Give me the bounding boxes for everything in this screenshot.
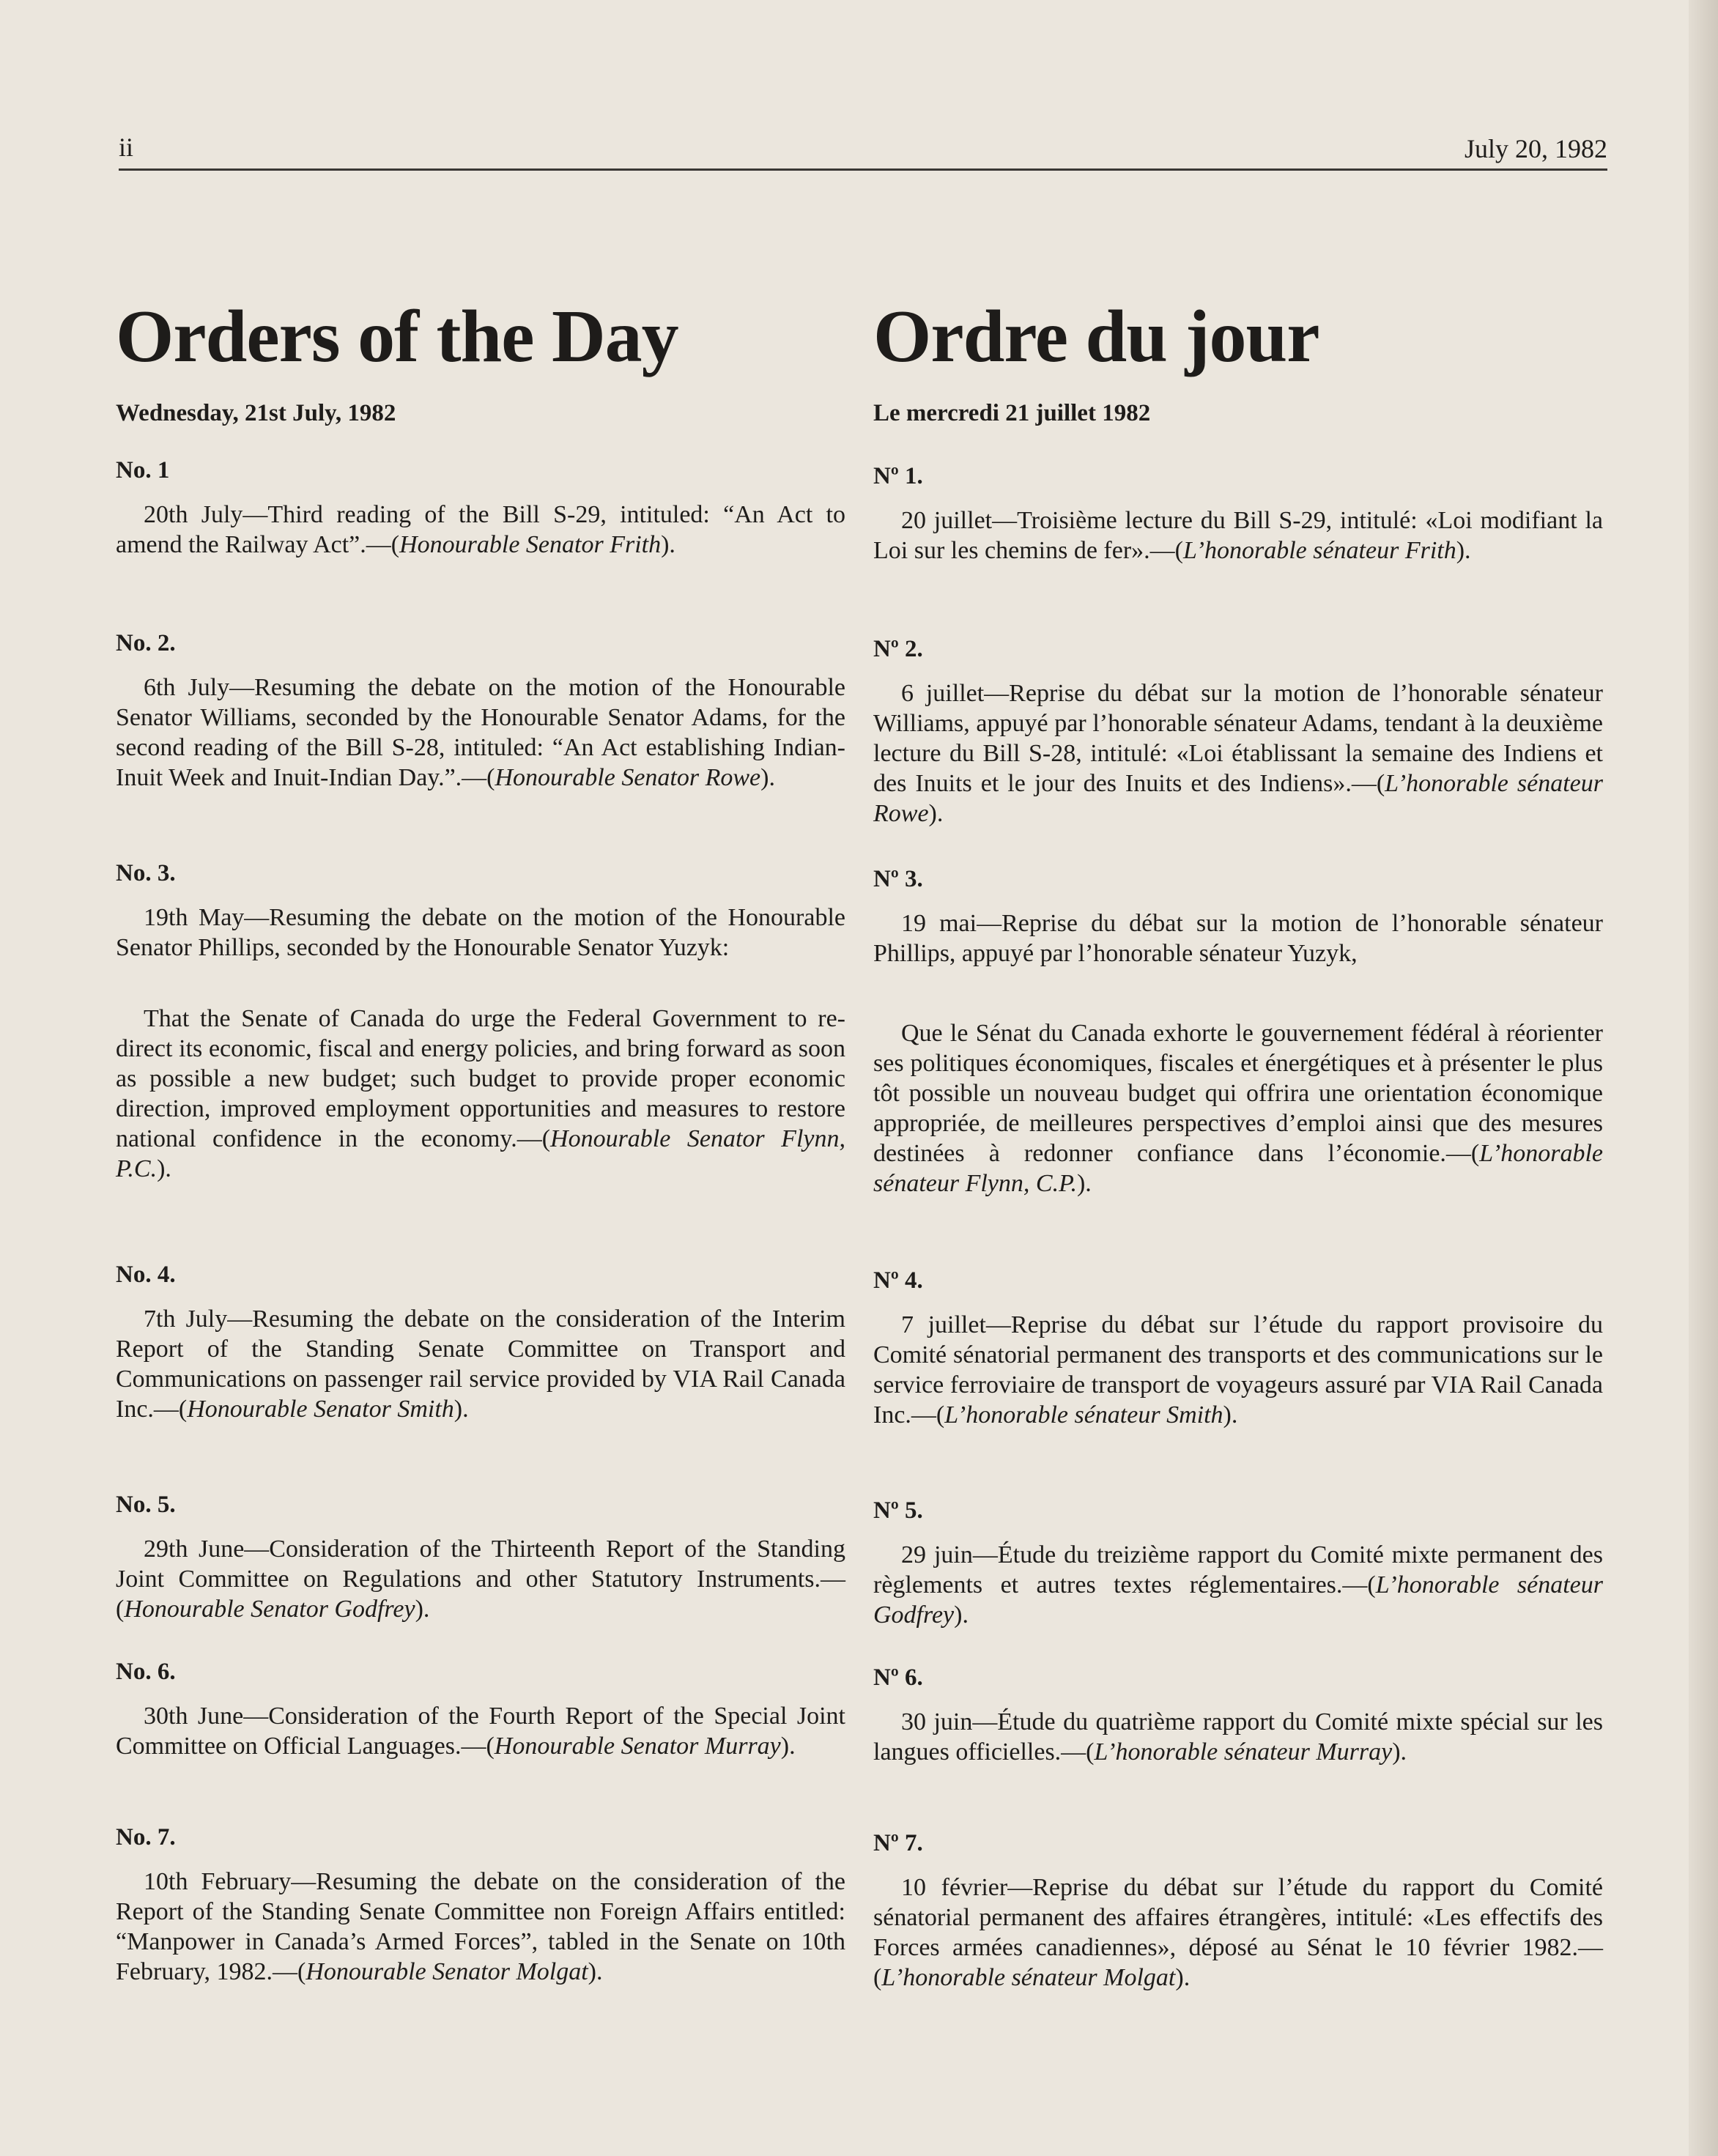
motion-resolution: Que le Sénat du Canada exhorte le gouvernement fédéral à réorienter ses politiques économiques, fiscales et énergétiques et à présenter le plus tôt possible un nouveau budget qui offrira une orientation économique appropriée, de meilleures perspectives d’emploi ainsi que des mesures destinées à redonner confiance dans l’économie.—(L’honorable sénateur Flynn, C.P.).: [873, 1020, 1603, 1197]
item-number: Nº 2.: [873, 636, 923, 662]
order-item: [116, 1823, 845, 1987]
order-item: [873, 1266, 1603, 1430]
item-number: No. 6.: [116, 1659, 176, 1685]
item-number: Nº 3.: [873, 866, 923, 892]
order-item: [873, 634, 1603, 829]
item-number: No. 4.: [116, 1262, 176, 1288]
citation: L’honorable sénateur Godfrey: [873, 1571, 1603, 1629]
citation: L’honorable sénateur Rowe: [873, 770, 1603, 827]
french-column: [873, 293, 1603, 1991]
item-text: 30 juin—Étude du quatrième rapport du Comité mixte spécial sur les langues officielles.—(L’honorable sénateur Murray).: [873, 1708, 1603, 1766]
header-date: July 20, 1982: [1464, 134, 1607, 163]
english-column: [116, 293, 845, 1985]
item-number: No. 3.: [116, 860, 176, 886]
citation: L’honorable sénateur Frith: [1183, 537, 1456, 564]
order-item: [873, 1829, 1603, 1993]
citation: L’honorable sénateur Flynn, C.P.: [873, 1140, 1603, 1197]
citation: L’honorable sénateur Smith: [944, 1401, 1223, 1429]
item-text: 7th July—Resuming the debate on the consideration of the Interim Report of the Standing Senate Committee on Transport and Communications on passenger rail service provided by VIA Rail Canada Inc.—(Honourable Senator Smith).: [116, 1305, 845, 1423]
item-number: Nº 1.: [873, 463, 923, 489]
item-text: 6th July—Resuming the debate on the motion of the Honourable Senator Williams, seconded by the Honourable Senator Adams, for the second reading of the Bill S-28, intituled: “An Act establishing Indian-Inuit Week and Inuit-Indian Day.”.—(Honourable Senator Rowe).: [116, 674, 845, 791]
item-text: 10th February—Resuming the debate on the consideration of the Report of the Standing Senate Committee non Foreign Affairs entitled: “Manpower in Canada’s Armed Forces”, tabled in the Senate on 10th February, 1982.—(Honourable Senator Molgat).: [116, 1868, 845, 1985]
motion-resolution: That the Senate of Canada do urge the Federal Government to re-direct its economic, fiscal and energy policies, and bring forward as soon as possible a new budget; such budget to provide proper economic direction, improved employment opportunities and measures to restore national confidence in the economy.—(Honourable Senator Flynn, P.C.).: [116, 1005, 845, 1182]
citation: Honourable Senator Smith: [187, 1396, 454, 1423]
page-edge: [1689, 0, 1718, 2156]
item-number: Nº 5.: [873, 1497, 923, 1524]
item-text: 7 juillet—Reprise du débat sur l’étude du rapport provisoire du Comité sénatorial permanent des transports et des communications sur le service ferroviaire de transport de voyageurs assuré par VIA Rail Canada Inc.—(L’honorable sénateur Smith).: [873, 1311, 1603, 1429]
item-text: 29 juin—Étude du treizième rapport du Comité mixte permanent des règlements et autres textes réglementaires.—(L’honorable sénateur Godfrey).: [873, 1541, 1603, 1629]
item-text: 10 février—Reprise du débat sur l’étude du rapport du Comité sénatorial permanent des affaires étrangères, intitulé: «Les effectifs des Forces armées canadiennes», déposé au Sénat le 10 février 1982.—(L’honorable sénateur Molgat).: [873, 1874, 1603, 1991]
order-item: [873, 864, 1603, 1199]
item-number: No. 5.: [116, 1492, 176, 1518]
citation: L’honorable sénateur Molgat: [881, 1964, 1176, 1991]
item-number: No. 7.: [116, 1824, 176, 1851]
item-text: 20 juillet—Troisième lecture du Bill S-29, intitulé: «Loi modifiant la Loi sur les chemins de fer».—(L’honorable sénateur Frith).: [873, 507, 1603, 564]
citation: Honourable Senator Godfrey: [124, 1596, 415, 1623]
item-number: Nº 4.: [873, 1267, 923, 1294]
order-item: [116, 1657, 845, 1761]
order-item: [116, 456, 845, 560]
item-text: 19th May—Resuming the debate on the motion of the Honourable Senator Phillips, seconded by the Honourable Senator Yuzyk:: [116, 904, 845, 961]
item-number: No. 1: [116, 457, 170, 484]
item-text: 29th June—Consideration of the Thirteenth Report of the Standing Joint Committee on Regulations and other Statutory Instruments.—(Honourable Senator Godfrey).: [116, 1535, 845, 1623]
english-date: Wednesday, 21st July, 1982: [116, 400, 396, 426]
french-date: Le mercredi 21 juillet 1982: [873, 400, 1151, 426]
item-number: Nº 6.: [873, 1664, 923, 1691]
order-item: [873, 462, 1603, 566]
item-number: No. 2.: [116, 630, 176, 656]
citation: Honourable Senator Molgat: [306, 1958, 588, 1985]
citation: Honourable Senator Flynn, P.C.: [116, 1125, 845, 1182]
english-title: Orders of the Day: [116, 295, 678, 378]
citation: Honourable Senator Rowe: [495, 764, 761, 791]
order-item: [873, 1663, 1603, 1767]
order-item: [116, 629, 845, 793]
citation: Honourable Senator Frith: [399, 531, 662, 558]
order-item: [116, 1490, 845, 1624]
order-item: [873, 1496, 1603, 1630]
item-text: 19 mai—Reprise du débat sur la motion de l’honorable sénateur Phillips, appuyé par l’honorable sénateur Yuzyk,: [873, 910, 1603, 967]
french-title: Ordre du jour: [873, 295, 1319, 378]
citation: L’honorable sénateur Murray: [1094, 1738, 1393, 1766]
item-text: 6 juillet—Reprise du débat sur la motion de l’honorable sénateur Williams, appuyé par l’honorable sénateur Adams, tendant à la deuxième lecture du Bill S-28, intitulé: «Loi établissant la semaine des Indiens et des Inuits et le jour des Inuits et des Indiens».—(L’honorable sénateur Rowe).: [873, 680, 1603, 827]
citation: Honourable Senator Murray: [494, 1733, 781, 1760]
item-text: 20th July—Third reading of the Bill S-29, intituled: “An Act to amend the Railway Act”.—(Honourable Senator Frith).: [116, 501, 845, 558]
page-folio: ii: [119, 133, 134, 162]
order-item: [116, 1260, 845, 1424]
item-text: 30th June—Consideration of the Fourth Report of the Special Joint Committee on Official Languages.—(Honourable Senator Murray).: [116, 1703, 845, 1760]
item-number: Nº 7.: [873, 1830, 923, 1856]
running-head: [119, 129, 1607, 171]
order-item: [116, 859, 845, 1184]
